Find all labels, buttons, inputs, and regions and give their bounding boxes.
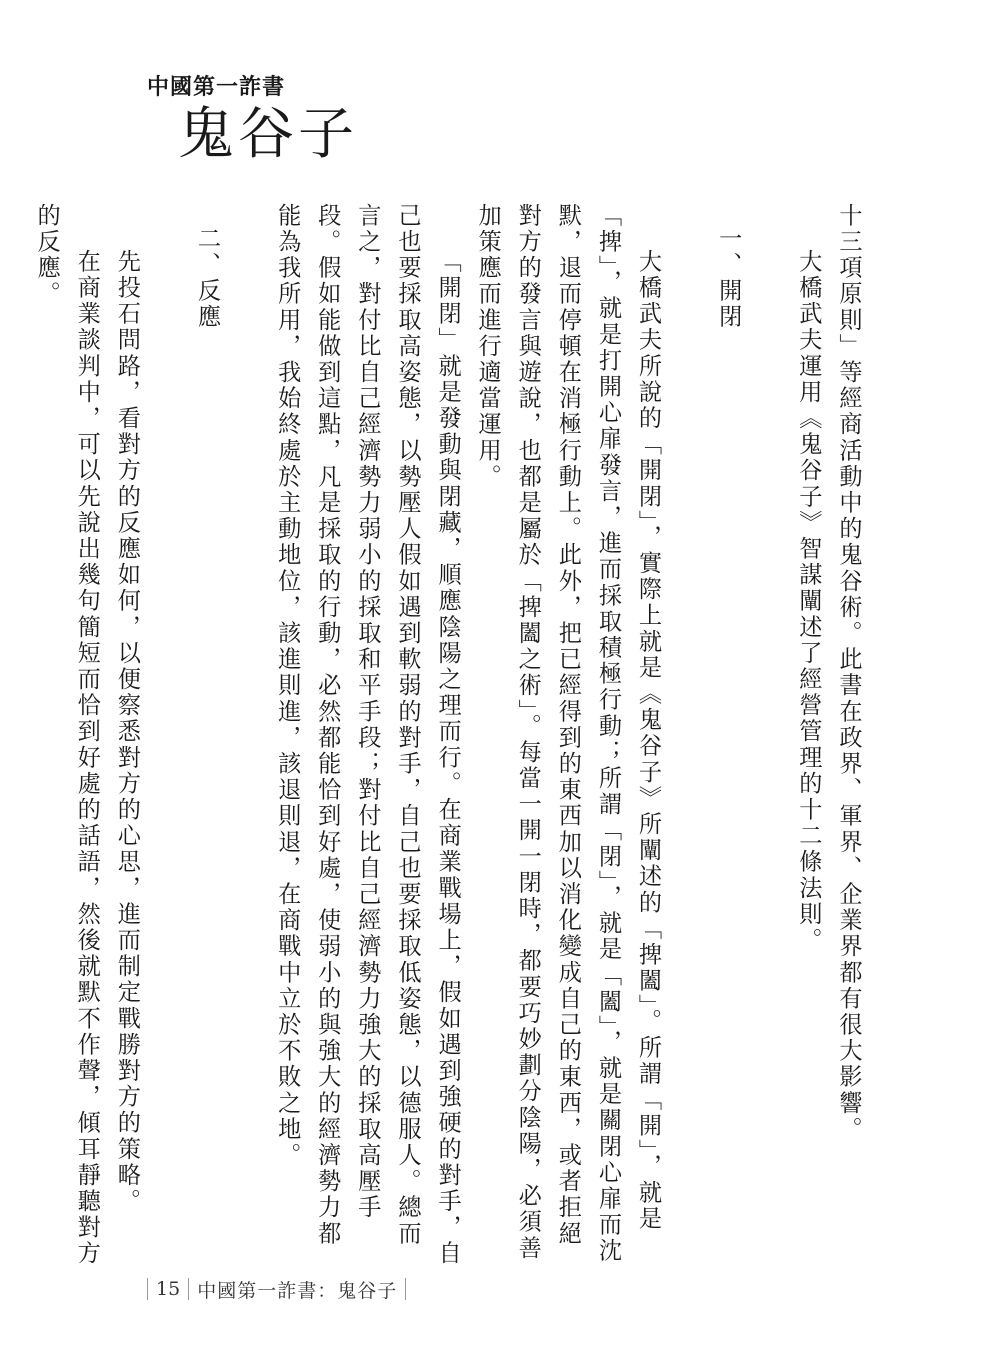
page-number: 15	[156, 1278, 181, 1300]
paragraph-intro: 大橋武夫運用《鬼谷子》智謀闡述了經營管理的十二條法則。	[794, 249, 822, 955]
paragraph-continuation: 十三項原則」等經商活動中的鬼谷術。此書在政界、軍界、企業界都有很大影響。	[835, 203, 862, 1143]
section-gap	[668, 203, 708, 1273]
paragraph-reaction-probe: 先投石問路，看對方的反應如何，以便察悉對方的心思，進而制定戰勝對方的策略。	[113, 249, 141, 1216]
paragraph-open-close-application: 「開閉」就是發動與閉藏，順應陰陽之理而行。在商業戰場上，假如遇到強硬的對手，自己也要採取高姿態，以勢壓人假如遇到軟弱的對手，自己也要採取低姿態，以德服人。總而言之，對付比自己經濟勢力弱小的採取和平手段；對付比自己經濟勢力強大的採取高壓手段。假如能做到這點，凡是採取的行動，必然都能恰到好處，使弱小的與強大的經濟勢力都能為我所用，我始終處於主動地位，該進則進，該退則退，在商戰中立於不敗之地。	[273, 203, 462, 1268]
section-heading-reaction: 二、反應	[193, 226, 221, 331]
section-gap	[146, 203, 186, 1273]
footer-book-title: 中國第一詐書：鬼谷子	[197, 1279, 398, 1302]
footer-divider	[405, 1278, 406, 1300]
section-heading-open-close: 一、開閉	[714, 226, 742, 331]
page-footer	[147, 1278, 406, 1300]
paragraph-open-close-definition: 大橋武夫所說的「開閉」，實際上就是《鬼谷子》所闡述的「捭闔」。所謂「開」，就是「捭」，就是打開心扉發言，進而採取積極行動；所謂「閉」，就是「闔」，就是關閉心扉而沈默，退而停頓在消極行動上。此外，把已經得到的東西加以消化變成自己的東西，或者拒絕對方的發言與遊說，也都是屬於「捭闔之術」。每當一開一閉時，都要巧妙劃分陰陽，必須善加策應而進行適當運用。	[474, 203, 662, 1265]
section-gap	[227, 203, 267, 1273]
page-body	[33, 203, 868, 1273]
paragraph-reaction-negotiation: 在商業談判中，可以先說出幾句簡短而恰到好處的話語，然後就默不作聲，傾耳靜聽對方的反應。	[33, 203, 101, 1268]
section-gap	[748, 203, 788, 1273]
running-header-subtitle: 中國第一詐書	[147, 74, 286, 100]
running-header-title: 鬼谷子	[178, 102, 358, 167]
